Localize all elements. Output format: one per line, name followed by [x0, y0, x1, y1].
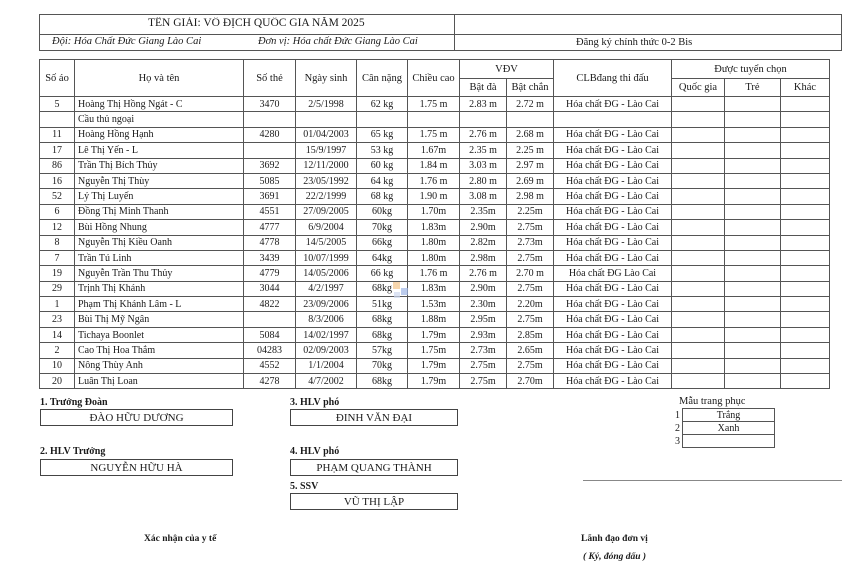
player-club: Hóa chất ĐG - Lào Cai: [554, 173, 672, 188]
player-height: 1.75 m: [408, 97, 460, 112]
col-name: Họ và tên: [75, 60, 244, 97]
player-name: Nông Thùy Anh: [75, 358, 244, 373]
table-row: [40, 173, 830, 188]
player-jersey: [40, 112, 75, 127]
player-spike: 2.35 m: [460, 143, 507, 158]
selected-youth: [725, 343, 781, 358]
player-name: Tichaya Boonlet: [75, 327, 244, 342]
player-name: Trần Thị Bích Thủy: [75, 158, 244, 173]
table-row: [40, 266, 830, 281]
selected-youth: [725, 143, 781, 158]
selected-other: [781, 143, 830, 158]
assistant2-label: 4. HLV phó: [290, 446, 340, 457]
selected-other: [781, 235, 830, 250]
player-block: 2.65m: [507, 343, 554, 358]
player-spike: 2.76 m: [460, 127, 507, 142]
player-weight: 68kg: [357, 374, 408, 389]
unit-leader: Lãnh đạo đơn vị: [581, 534, 648, 544]
player-club: Hóa chất ĐG - Lào Cai: [554, 220, 672, 235]
selected-national: [672, 97, 725, 112]
selected-other: [781, 112, 830, 127]
player-height: 1.84 m: [408, 158, 460, 173]
player-weight: 68kg: [357, 312, 408, 327]
player-spike: 2.98m: [460, 250, 507, 265]
player-club: Hóa chất ĐG - Lào Cai: [554, 374, 672, 389]
player-jersey: 8: [40, 235, 75, 250]
table-row: [40, 374, 830, 389]
selected-youth: [725, 358, 781, 373]
assistant1-name: ĐINH VĂN ĐẠI: [290, 409, 458, 426]
player-name: Hoàng Hồng Hạnh: [75, 127, 244, 142]
player-dob: 27/09/2005: [296, 204, 357, 219]
player-card: 3044: [244, 281, 296, 296]
player-block: 2.68 m: [507, 127, 554, 142]
table-row: [40, 343, 830, 358]
player-card: 4552: [244, 358, 296, 373]
player-dob: 4/2/1997: [296, 281, 357, 296]
player-jersey: 2: [40, 343, 75, 358]
player-dob: [296, 112, 357, 127]
player-weight: 70kg: [357, 220, 408, 235]
player-card: 3439: [244, 250, 296, 265]
player-weight: 62 kg: [357, 97, 408, 112]
player-block: [507, 112, 554, 127]
player-name: Nguyễn Trần Thu Thủy: [75, 266, 244, 281]
table-row: [40, 220, 830, 235]
col-club: CLBđang thi đấu: [554, 60, 672, 97]
player-jersey: 86: [40, 158, 75, 173]
selected-national: [672, 343, 725, 358]
player-card: 3692: [244, 158, 296, 173]
player-club: Hóa chất ĐG - Lào Cai: [554, 327, 672, 342]
tournament-title: TÊN GIẢI: VÔ ĐỊCH QUỐC GIA NĂM 2025: [148, 17, 365, 29]
player-dob: 22/2/1999: [296, 189, 357, 204]
player-block: 2.75m: [507, 281, 554, 296]
table-row: [40, 235, 830, 250]
player-card: 4551: [244, 204, 296, 219]
team-name: Đội: Hóa Chất Đức Giang Lào Cai: [52, 36, 202, 47]
selected-other: [781, 127, 830, 142]
player-height: 1.75m: [408, 343, 460, 358]
table-row: [40, 112, 830, 127]
selected-youth: [725, 266, 781, 281]
player-height: 1.75 m: [408, 127, 460, 142]
selected-other: [781, 158, 830, 173]
selected-other: [781, 220, 830, 235]
player-jersey: 20: [40, 374, 75, 389]
player-card: [244, 112, 296, 127]
uniform-table: [669, 408, 775, 448]
player-spike: 2.30m: [460, 297, 507, 312]
uniform-color: [683, 435, 775, 448]
uniform-color: Xanh: [683, 422, 775, 435]
player-name: Trịnh Thị Khánh: [75, 281, 244, 296]
selected-national: [672, 127, 725, 142]
player-height: 1.67m: [408, 143, 460, 158]
player-jersey: 23: [40, 312, 75, 327]
player-name: Cầu thủ ngoại: [75, 112, 244, 127]
player-card: 4280: [244, 127, 296, 142]
player-card: [244, 312, 296, 327]
player-block: 2.98 m: [507, 189, 554, 204]
selected-youth: [725, 112, 781, 127]
player-weight: 66 kg: [357, 266, 408, 281]
col-vdv: VĐV: [460, 60, 554, 79]
player-jersey: 7: [40, 250, 75, 265]
player-height: 1.79m: [408, 374, 460, 389]
player-spike: 2.90m: [460, 220, 507, 235]
player-block: 2.97 m: [507, 158, 554, 173]
selected-national: [672, 143, 725, 158]
player-spike: 2.95m: [460, 312, 507, 327]
player-club: Hóa chất ĐG - Lào Cai: [554, 97, 672, 112]
player-height: 1.83m: [408, 281, 460, 296]
player-card: 04283: [244, 343, 296, 358]
player-block: 2.85m: [507, 327, 554, 342]
player-card: 4779: [244, 266, 296, 281]
player-weight: 51kg: [357, 297, 408, 312]
table-row: [40, 281, 830, 296]
player-spike: 2.80 m: [460, 173, 507, 188]
col-dob: Ngày sinh: [296, 60, 357, 97]
table-row: [40, 158, 830, 173]
player-dob: 15/9/1997: [296, 143, 357, 158]
uniform-row: [669, 409, 775, 422]
selected-national: [672, 220, 725, 235]
title-right-box: [454, 14, 842, 35]
player-spike: 2.83 m: [460, 97, 507, 112]
player-name: Lý Thị Luyến: [75, 189, 244, 204]
player-club: Hóa chất ĐG - Lào Cai: [554, 297, 672, 312]
selected-youth: [725, 127, 781, 142]
player-jersey: 12: [40, 220, 75, 235]
selected-youth: [725, 235, 781, 250]
player-jersey: 16: [40, 173, 75, 188]
player-block: 2.70 m: [507, 266, 554, 281]
selected-youth: [725, 250, 781, 265]
player-height: 1.79m: [408, 358, 460, 373]
player-dob: 14/5/2005: [296, 235, 357, 250]
player-spike: 3.03 m: [460, 158, 507, 173]
selected-other: [781, 343, 830, 358]
player-card: 4777: [244, 220, 296, 235]
player-weight: 60 kg: [357, 158, 408, 173]
selected-other: [781, 173, 830, 188]
player-club: Hóa chất ĐG - Lào Cai: [554, 204, 672, 219]
col-weight: Cân nặng: [357, 60, 408, 97]
player-block: 2.73m: [507, 235, 554, 250]
table-row: [40, 250, 830, 265]
selected-national: [672, 312, 725, 327]
uniform-number: 1: [675, 409, 680, 421]
assistant2-name: PHẠM QUANG THÀNH: [290, 459, 458, 476]
col-youth: Trẻ: [725, 79, 781, 97]
player-jersey: 10: [40, 358, 75, 373]
player-height: 1.70m: [408, 204, 460, 219]
player-weight: 53 kg: [357, 143, 408, 158]
player-height: 1.80m: [408, 235, 460, 250]
selected-national: [672, 281, 725, 296]
player-club: Hóa chất ĐG - Lào Cai: [554, 250, 672, 265]
player-club: [554, 112, 672, 127]
player-block: 2.75m: [507, 250, 554, 265]
player-spike: 2.75m: [460, 374, 507, 389]
player-weight: 64 kg: [357, 173, 408, 188]
player-jersey: 14: [40, 327, 75, 342]
table-row: [40, 327, 830, 342]
player-spike: 3.08 m: [460, 189, 507, 204]
unit-name: Đơn vị: Hóa chất Đức Giang Lào Cai: [258, 36, 418, 47]
player-spike: 2.90m: [460, 281, 507, 296]
player-dob: 01/04/2003: [296, 127, 357, 142]
col-other: Khác: [781, 79, 830, 97]
player-dob: 12/11/2000: [296, 158, 357, 173]
col-national: Quốc gia: [672, 79, 725, 97]
player-club: Hóa chất ĐG - Lào Cai: [554, 235, 672, 250]
player-name: Đồng Thị Minh Thanh: [75, 204, 244, 219]
selected-other: [781, 312, 830, 327]
uniform-number: 3: [675, 435, 680, 447]
player-jersey: 19: [40, 266, 75, 281]
player-height: 1.76 m: [408, 266, 460, 281]
player-club: Hóa chất ĐG - Lào Cai: [554, 158, 672, 173]
player-card: 4278: [244, 374, 296, 389]
player-name: Bùi Hồng Nhung: [75, 220, 244, 235]
uniform-number: 2: [675, 422, 680, 434]
player-dob: 2/5/1998: [296, 97, 357, 112]
col-jersey: Số áo: [40, 60, 75, 97]
selected-youth: [725, 220, 781, 235]
table-row: [40, 97, 830, 112]
team-leader-name: ĐÀO HỮU DƯƠNG: [40, 409, 233, 426]
col-block: Bật chắn: [507, 79, 554, 97]
player-club: Hóa chất ĐG - Lào Cai: [554, 312, 672, 327]
player-height: 1.76 m: [408, 173, 460, 188]
table-row: [40, 189, 830, 204]
selected-national: [672, 250, 725, 265]
player-block: 2.69 m: [507, 173, 554, 188]
player-block: 2.70m: [507, 374, 554, 389]
selected-youth: [725, 97, 781, 112]
selected-other: [781, 281, 830, 296]
player-club: Hóa chất ĐG Lào Cai: [554, 266, 672, 281]
selected-youth: [725, 312, 781, 327]
table-row: [40, 297, 830, 312]
player-block: 2.75m: [507, 358, 554, 373]
selected-national: [672, 327, 725, 342]
col-card: Số thẻ: [244, 60, 296, 97]
col-spike: Bật đà: [460, 79, 507, 97]
selected-national: [672, 297, 725, 312]
selected-youth: [725, 158, 781, 173]
player-card: 5085: [244, 173, 296, 188]
player-weight: 65 kg: [357, 127, 408, 142]
selected-youth: [725, 374, 781, 389]
table-row: [40, 358, 830, 373]
table-row: [40, 143, 830, 158]
player-block: 2.75m: [507, 220, 554, 235]
roster-table: [39, 59, 830, 389]
selected-national: [672, 374, 725, 389]
player-card: 5084: [244, 327, 296, 342]
selected-national: [672, 112, 725, 127]
player-block: 2.25 m: [507, 143, 554, 158]
player-club: Hóa chất ĐG - Lào Cai: [554, 127, 672, 142]
player-club: Hóa chất ĐG - Lào Cai: [554, 143, 672, 158]
player-weight: 68kg: [357, 281, 408, 296]
player-name: Nguyễn Thị Kiều Oanh: [75, 235, 244, 250]
selected-national: [672, 173, 725, 188]
player-club: Hóa chất ĐG - Lào Cai: [554, 358, 672, 373]
selected-youth: [725, 173, 781, 188]
registration-type: Đăng ký chính thức 0-2 Bis: [576, 37, 693, 48]
player-name: Bùi Thị Mỹ Ngân: [75, 312, 244, 327]
player-dob: 23/09/2006: [296, 297, 357, 312]
player-height: 1.53m: [408, 297, 460, 312]
selected-national: [672, 204, 725, 219]
player-card: 3691: [244, 189, 296, 204]
selected-youth: [725, 297, 781, 312]
selected-other: [781, 327, 830, 342]
player-club: Hóa chất ĐG - Lào Cai: [554, 281, 672, 296]
player-height: [408, 112, 460, 127]
player-dob: 1/1/2004: [296, 358, 357, 373]
selected-youth: [725, 281, 781, 296]
player-dob: 6/9/2004: [296, 220, 357, 235]
ssv-name: VŨ THỊ LẬP: [290, 493, 458, 510]
selected-other: [781, 358, 830, 373]
player-weight: 68kg: [357, 327, 408, 342]
player-weight: [357, 112, 408, 127]
col-height: Chiều cao: [408, 60, 460, 97]
player-name: Trần Tú Linh: [75, 250, 244, 265]
medical-confirm: Xác nhận của y tế: [144, 534, 217, 544]
table-row: [40, 127, 830, 142]
selected-other: [781, 97, 830, 112]
player-spike: 2.82m: [460, 235, 507, 250]
ssv-label: 5. SSV: [290, 481, 319, 492]
player-card: 4822: [244, 297, 296, 312]
col-selected: Được tuyển chọn: [672, 60, 830, 79]
sign-stamp: ( Ký, đóng dấu ): [583, 552, 647, 562]
player-height: 1.79m: [408, 327, 460, 342]
player-club: Hóa chất ĐG - Lào Cai: [554, 343, 672, 358]
selected-other: [781, 374, 830, 389]
player-block: 2.25m: [507, 204, 554, 219]
player-dob: 02/09/2003: [296, 343, 357, 358]
selected-other: [781, 189, 830, 204]
head-coach-label: 2. HLV Trưởng: [40, 446, 106, 457]
player-name: Nguyễn Thị Thùy: [75, 173, 244, 188]
player-jersey: 1: [40, 297, 75, 312]
selected-national: [672, 189, 725, 204]
player-block: 2.20m: [507, 297, 554, 312]
player-spike: 2.35m: [460, 204, 507, 219]
selected-youth: [725, 327, 781, 342]
watermark-icon: [392, 280, 410, 302]
selected-other: [781, 204, 830, 219]
player-jersey: 6: [40, 204, 75, 219]
selected-other: [781, 250, 830, 265]
table-row: [40, 312, 830, 327]
player-jersey: 52: [40, 189, 75, 204]
table-row: [40, 204, 830, 219]
uniform-color: Trắng: [683, 409, 775, 422]
selected-youth: [725, 189, 781, 204]
selected-national: [672, 358, 725, 373]
uniform-row: [669, 422, 775, 435]
player-weight: 68 kg: [357, 189, 408, 204]
player-weight: 64kg: [357, 250, 408, 265]
player-spike: 2.93m: [460, 327, 507, 342]
player-card: 4778: [244, 235, 296, 250]
player-height: 1.80m: [408, 250, 460, 265]
player-card: 3470: [244, 97, 296, 112]
player-name: Phạm Thị Khánh Lâm - L: [75, 297, 244, 312]
uniform-title: Mẫu trang phục: [679, 396, 746, 407]
player-dob: 23/05/1992: [296, 173, 357, 188]
player-club: Hóa chất ĐG - Lào Cai: [554, 189, 672, 204]
player-spike: [460, 112, 507, 127]
assistant1-label: 3. HLV phó: [290, 397, 340, 408]
player-weight: 60kg: [357, 204, 408, 219]
head-coach-name: NGUYỄN HỮU HÀ: [40, 459, 233, 476]
selected-other: [781, 297, 830, 312]
player-spike: 2.76 m: [460, 266, 507, 281]
player-weight: 70kg: [357, 358, 408, 373]
player-jersey: 11: [40, 127, 75, 142]
player-height: 1.88m: [408, 312, 460, 327]
selected-national: [672, 158, 725, 173]
player-block: 2.75m: [507, 312, 554, 327]
player-spike: 2.75m: [460, 358, 507, 373]
player-weight: 66kg: [357, 235, 408, 250]
selected-youth: [725, 204, 781, 219]
player-name: Luân Thị Loan: [75, 374, 244, 389]
player-height: 1.83m: [408, 220, 460, 235]
player-name: Cao Thị Hoa Thắm: [75, 343, 244, 358]
player-dob: 4/7/2002: [296, 374, 357, 389]
player-jersey: 17: [40, 143, 75, 158]
selected-other: [781, 266, 830, 281]
player-spike: 2.73m: [460, 343, 507, 358]
player-name: Hoàng Thị Hồng Ngát - C: [75, 97, 244, 112]
player-card: [244, 143, 296, 158]
uniform-row: [669, 435, 775, 448]
player-dob: 14/02/1997: [296, 327, 357, 342]
player-dob: 14/05/2006: [296, 266, 357, 281]
player-dob: 8/3/2006: [296, 312, 357, 327]
player-height: 1.90 m: [408, 189, 460, 204]
player-jersey: 5: [40, 97, 75, 112]
player-dob: 10/07/1999: [296, 250, 357, 265]
selected-national: [672, 266, 725, 281]
player-weight: 57kg: [357, 343, 408, 358]
player-block: 2.72 m: [507, 97, 554, 112]
player-name: Lê Thị Yến - L: [75, 143, 244, 158]
divider-line: [583, 480, 842, 481]
player-jersey: 29: [40, 281, 75, 296]
team-leader-label: 1. Trưởng Đoàn: [40, 397, 108, 408]
selected-national: [672, 235, 725, 250]
